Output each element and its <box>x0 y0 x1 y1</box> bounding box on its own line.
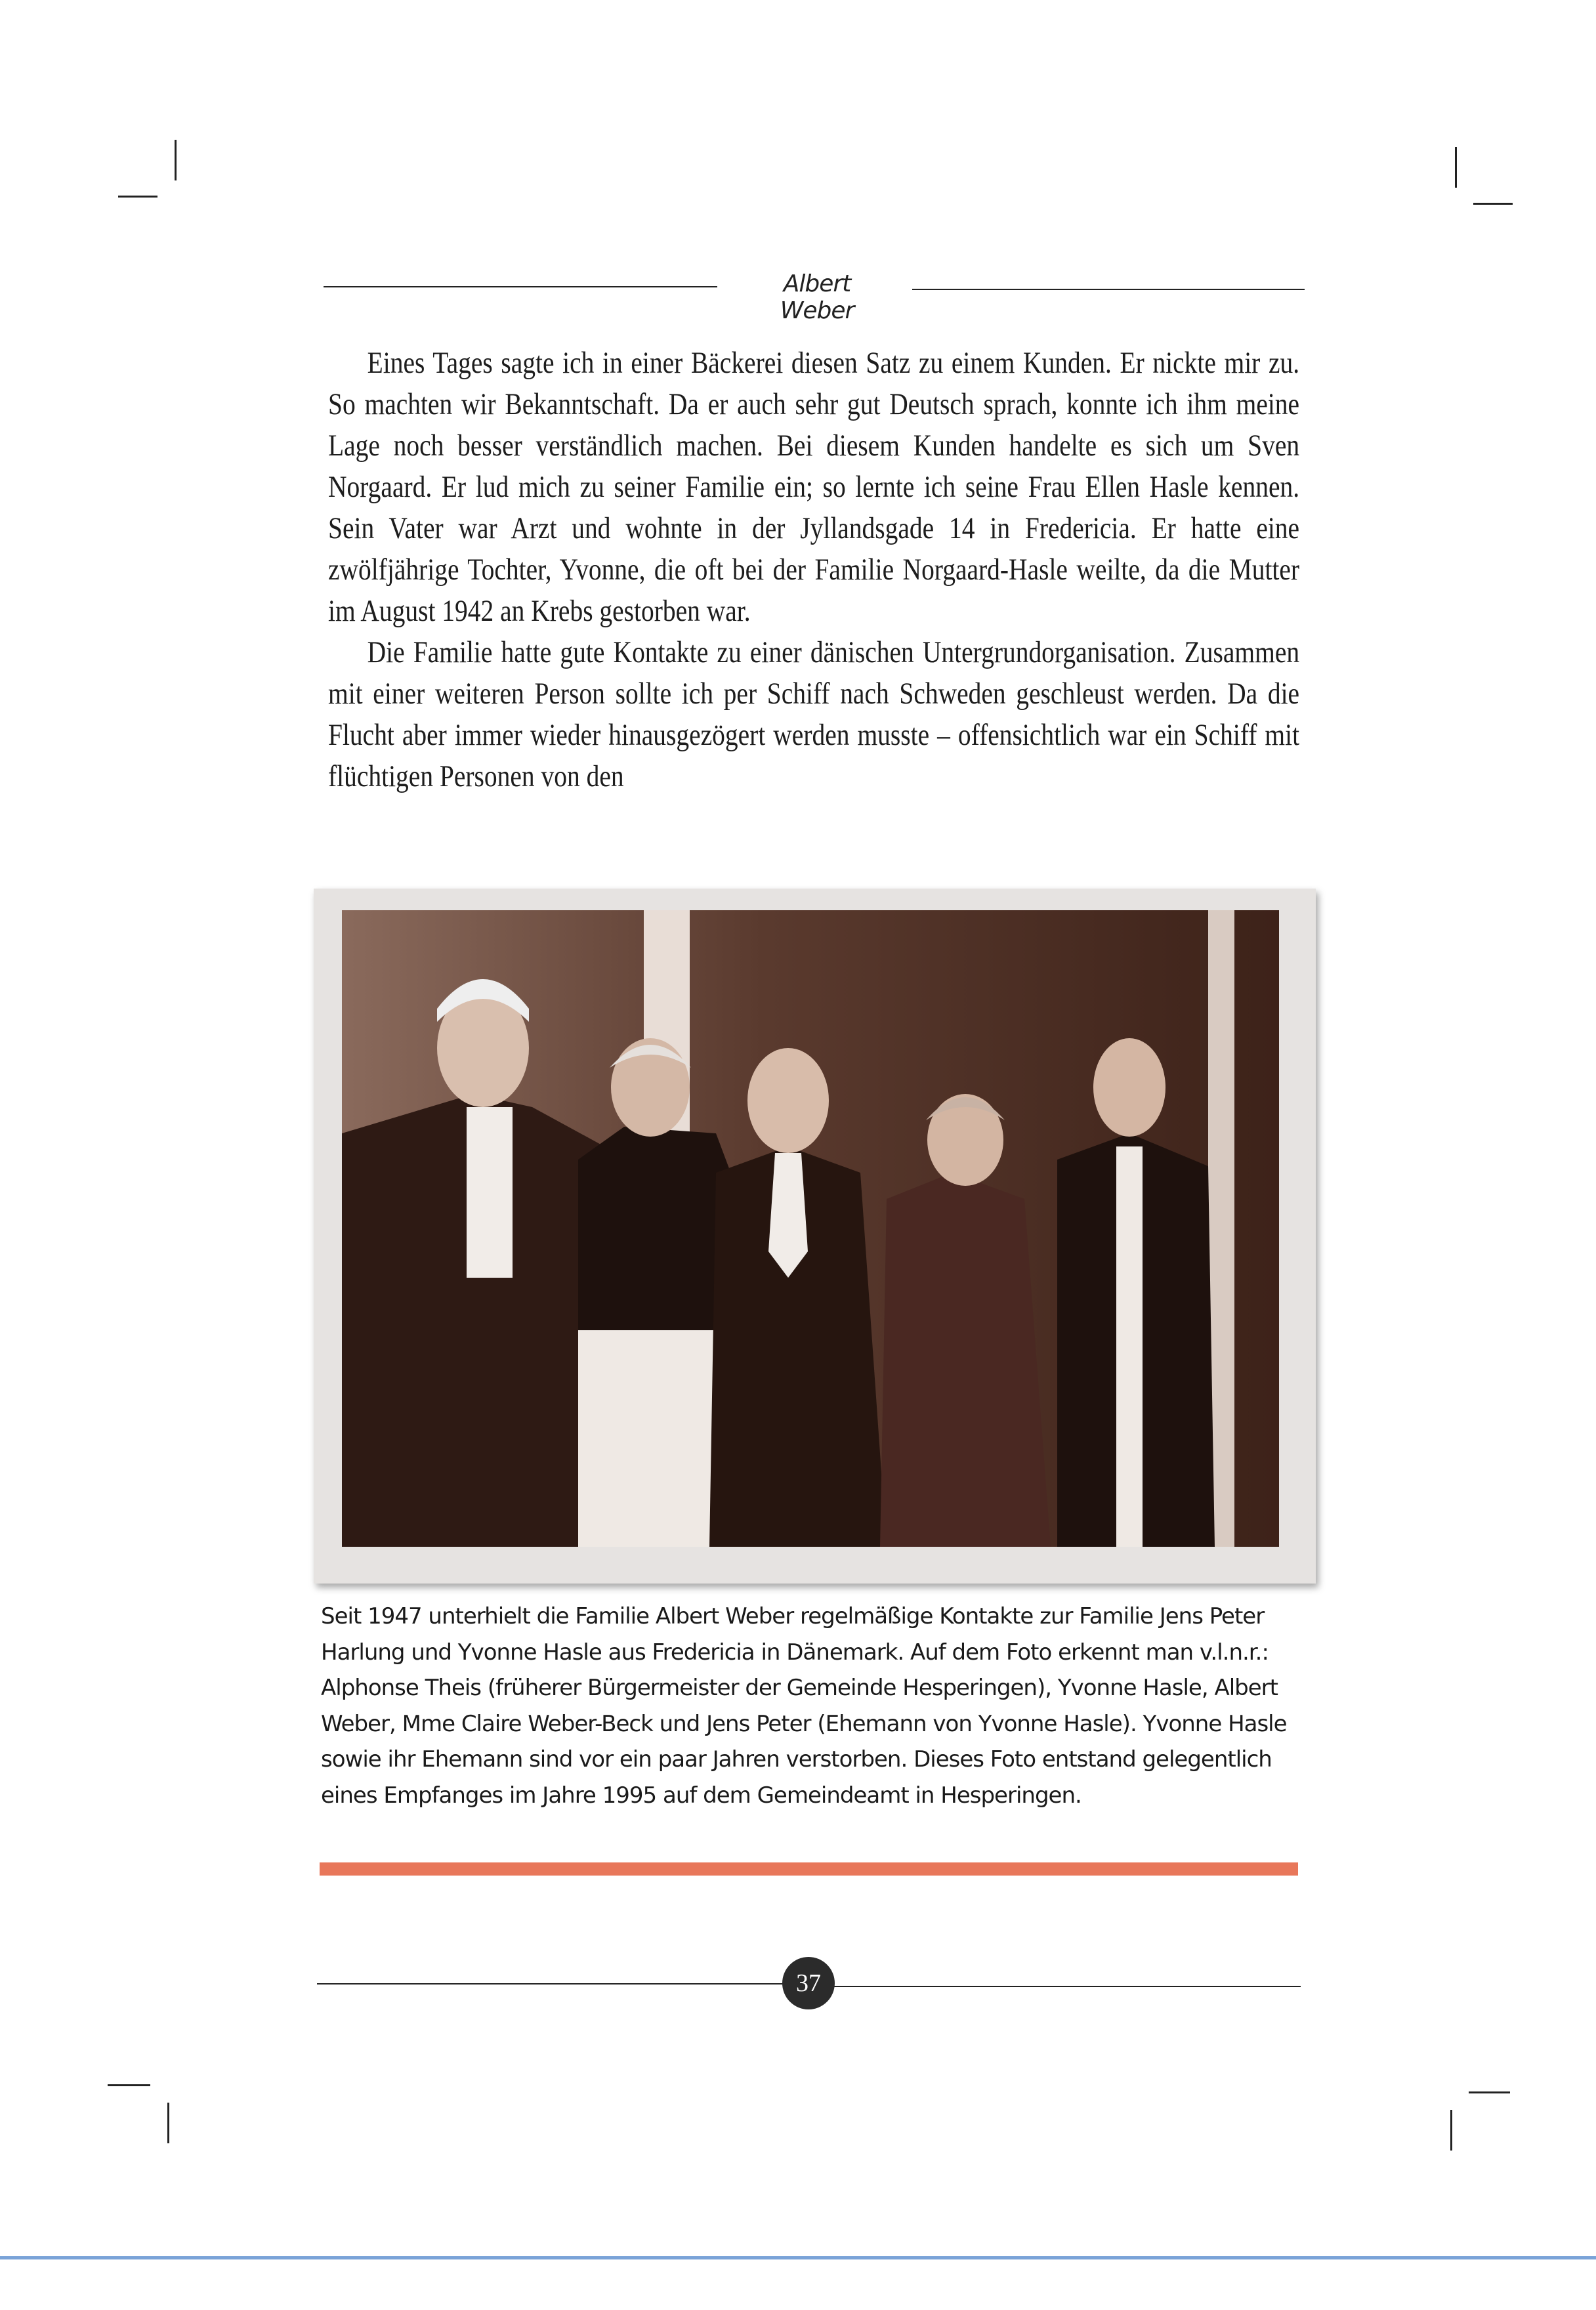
paragraph: Eines Tages sagte ich in einer Bäckerei diesen Satz zu einem Kunden. Er nickte mir zu. So machten wir Bekanntschaft. Da er auch sehr gut Deutsch sprach, konnte ich ihm meine Lage noch besser verständlich machen. Bei diesem Kunden handelte es sich um Sven Norgaard. Er lud mich zu seiner Familie ein; so lernte ich seine Frau Ellen Hasle kennen. Sein Vater war Arzt und wohnte in der Jyllandsgade 14 in Fredericia. Er hatte eine zwölfjährige Tochter, Yvonne, die oft bei der Familie Norgaard-Hasle weilte, da die Mutter im August 1942 an Krebs gestorben war. <box>328 346 1300 628</box>
running-header-title: Albert Weber <box>780 270 854 324</box>
crop-mark <box>175 140 177 180</box>
group-photo-image <box>342 910 1279 1547</box>
paragraph: Die Familie hatte gute Kontakte zu einer dänischen Untergrundorganisation. Zusammen mit einer weiteren Person sollte ich per Schiff nach Schweden geschleust werden. Da die Flucht aber immer wieder hinausgezögert werden musste – offensichtlich war ein Schiff mit flüchtigen Personen von den <box>328 635 1300 793</box>
photo-caption: Seit 1947 unterhielt die Familie Albert Weber regelmäßige Kontakte zur Familie Jens Peter Harlung und Yvonne Hasle aus Fredericia in Dänemark. Auf dem Foto erkennt man v.l.n.r.: Alphonse Theis (früherer Bürgermeister der Gemeinde Hesperingen), Yvonne Hasle, Albert Weber, Mme Claire Weber-Beck und Jens Peter (Ehemann von Yvonne Hasle). Yvonne Hasle sowie ihr Ehemann sind vor ein paar Jahren verstorben. Dieses Foto entstand gelegentlich eines Empfanges im Jahre 1995 auf dem Gemeindeamt in Hesperingen. <box>321 1603 1287 1809</box>
group-photo <box>342 910 1279 1547</box>
header-rule-right <box>912 289 1305 290</box>
footer-rule-right <box>828 1986 1301 1987</box>
crop-mark <box>167 2103 169 2143</box>
body-text <box>328 343 1299 797</box>
crop-mark <box>118 196 158 198</box>
crop-mark <box>1473 203 1513 205</box>
bottom-rule <box>0 2256 1596 2259</box>
crop-mark <box>108 2084 150 2086</box>
photo-frame <box>314 889 1316 1584</box>
accent-bar <box>320 1862 1298 1876</box>
crop-mark <box>1450 2110 1452 2151</box>
header-rule-left <box>324 286 717 287</box>
footer-rule-left <box>317 1983 789 1984</box>
crop-mark <box>1469 2091 1510 2093</box>
page-number: 37 <box>782 1957 835 2009</box>
crop-mark <box>1455 147 1457 188</box>
